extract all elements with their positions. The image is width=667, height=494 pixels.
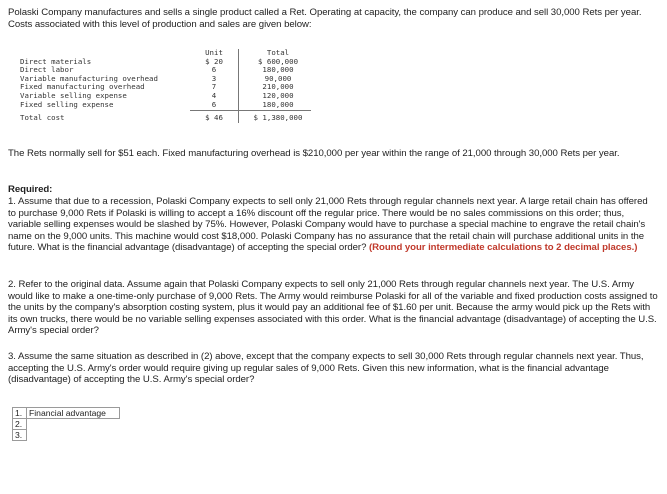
cost-row-unit: 4 — [190, 92, 239, 101]
question-1-rounding-note: (Round your intermediate calculations to 2 decimal places.) — [368, 242, 638, 254]
cost-row — [20, 101, 311, 111]
answer-row-label — [27, 430, 120, 441]
answer-row-number: 1. — [13, 408, 27, 419]
cost-row-label: Variable selling expense — [20, 90, 127, 100]
cost-row-label: Direct materials — [20, 56, 92, 66]
cost-row-label: Fixed selling expense — [20, 100, 114, 110]
required-heading: Required: — [8, 184, 53, 195]
cost-row-unit: 6 — [190, 66, 239, 75]
cost-row-label: Variable manufacturing overhead — [20, 73, 158, 83]
cost-table — [20, 49, 311, 123]
answer-row-number: 3. — [13, 430, 27, 441]
cost-row-label: Direct labor — [20, 65, 74, 75]
question-1-text: 1. Assume that due to a recession, Polaski Company expects to sell only 21,000 Rets through regular channels next year. A large retail chain has offered to purchase 9,000 Rets if Polaski is willing to accept a 16% discount off the regular price. There would be no sales commissions on this order; thus, variable selling expenses would be slashed by 75%. However, Polaski Company would have to purchase a special machine to engrave the retail chain's name on the 9,000 units. This machine would cost $18,000. Polaski Company has no assurance that the retail chain will purchase additional units in the future. What is the financial advantage (disadvantage) of accepting the special order? — [8, 196, 648, 254]
total-header: Total — [266, 48, 290, 57]
cost-row-unit: $ 20 — [190, 58, 239, 67]
answer-row-label — [27, 419, 120, 430]
answer-row-number: 2. — [13, 419, 27, 430]
cost-total-row — [20, 111, 311, 123]
cost-row-total: 90,000 — [264, 73, 292, 83]
cost-row-unit: 6 — [190, 101, 239, 111]
intro-paragraph: Polaski Company manufactures and sells a single product called a Ret. Operating at capacity, the company can produce and sell 30,000 Rets per year. Costs associated with this level of production and sales are given below: — [8, 7, 642, 30]
question-2: 2. Refer to the original data. Assume again that Polaski Company expects to sell only 21,000 Rets through regular channels next year. The U.S. Army would like to make a one-time-only purchase of 9,000 Rets. The Army would reimburse Polaski for all of the variable and fixed production costs assigned to the units by the company's absorption costing system, plus it would pay an additional fee of $1.60 per unit. Because the army would pick up the Rets with its own trucks, there would be no variable selling expenses associated with this order. What is the financial advantage (disadvantage) of accepting the U.S. Army's special order? — [8, 279, 658, 337]
cost-row-total: 180,000 — [239, 101, 312, 111]
answer-row — [13, 430, 120, 441]
answer-row — [13, 419, 120, 430]
answer-table — [12, 407, 120, 441]
cost-row-unit: 7 — [190, 83, 239, 92]
cost-row-unit: 3 — [190, 75, 239, 84]
unit-header: Unit — [190, 49, 239, 58]
cost-row-total: 210,000 — [262, 82, 294, 92]
answer-row-label[interactable]: Financial advantage — [27, 408, 120, 419]
cost-row-total: 180,000 — [262, 65, 294, 75]
question-1 — [8, 196, 658, 254]
cost-row-total: 120,000 — [262, 90, 294, 100]
answer-row — [13, 408, 120, 419]
cost-row-label: Fixed manufacturing overhead — [20, 82, 145, 92]
cost-total-label: Total cost — [20, 112, 65, 122]
question-3: 3. Assume the same situation as described in (2) above, except that the company expects to sell 30,000 Rets through regular channels next year. Thus, accepting the U.S. Army's order would require giving up regular sales of 9,000 Rets. Given this new information, what is the financial advantage (disadvantage) of accepting the U.S. Army's special order? — [8, 351, 644, 386]
price-note: The Rets normally sell for $51 each. Fixed manufacturing overhead is $210,000 per year within the range of 21,000 through 30,000 Rets per year. — [8, 148, 620, 159]
cost-row-total: $ 600,000 — [257, 56, 299, 66]
cost-total-value: $ 1,380,000 — [253, 113, 303, 123]
cost-total-unit: $ 46 — [190, 111, 239, 123]
